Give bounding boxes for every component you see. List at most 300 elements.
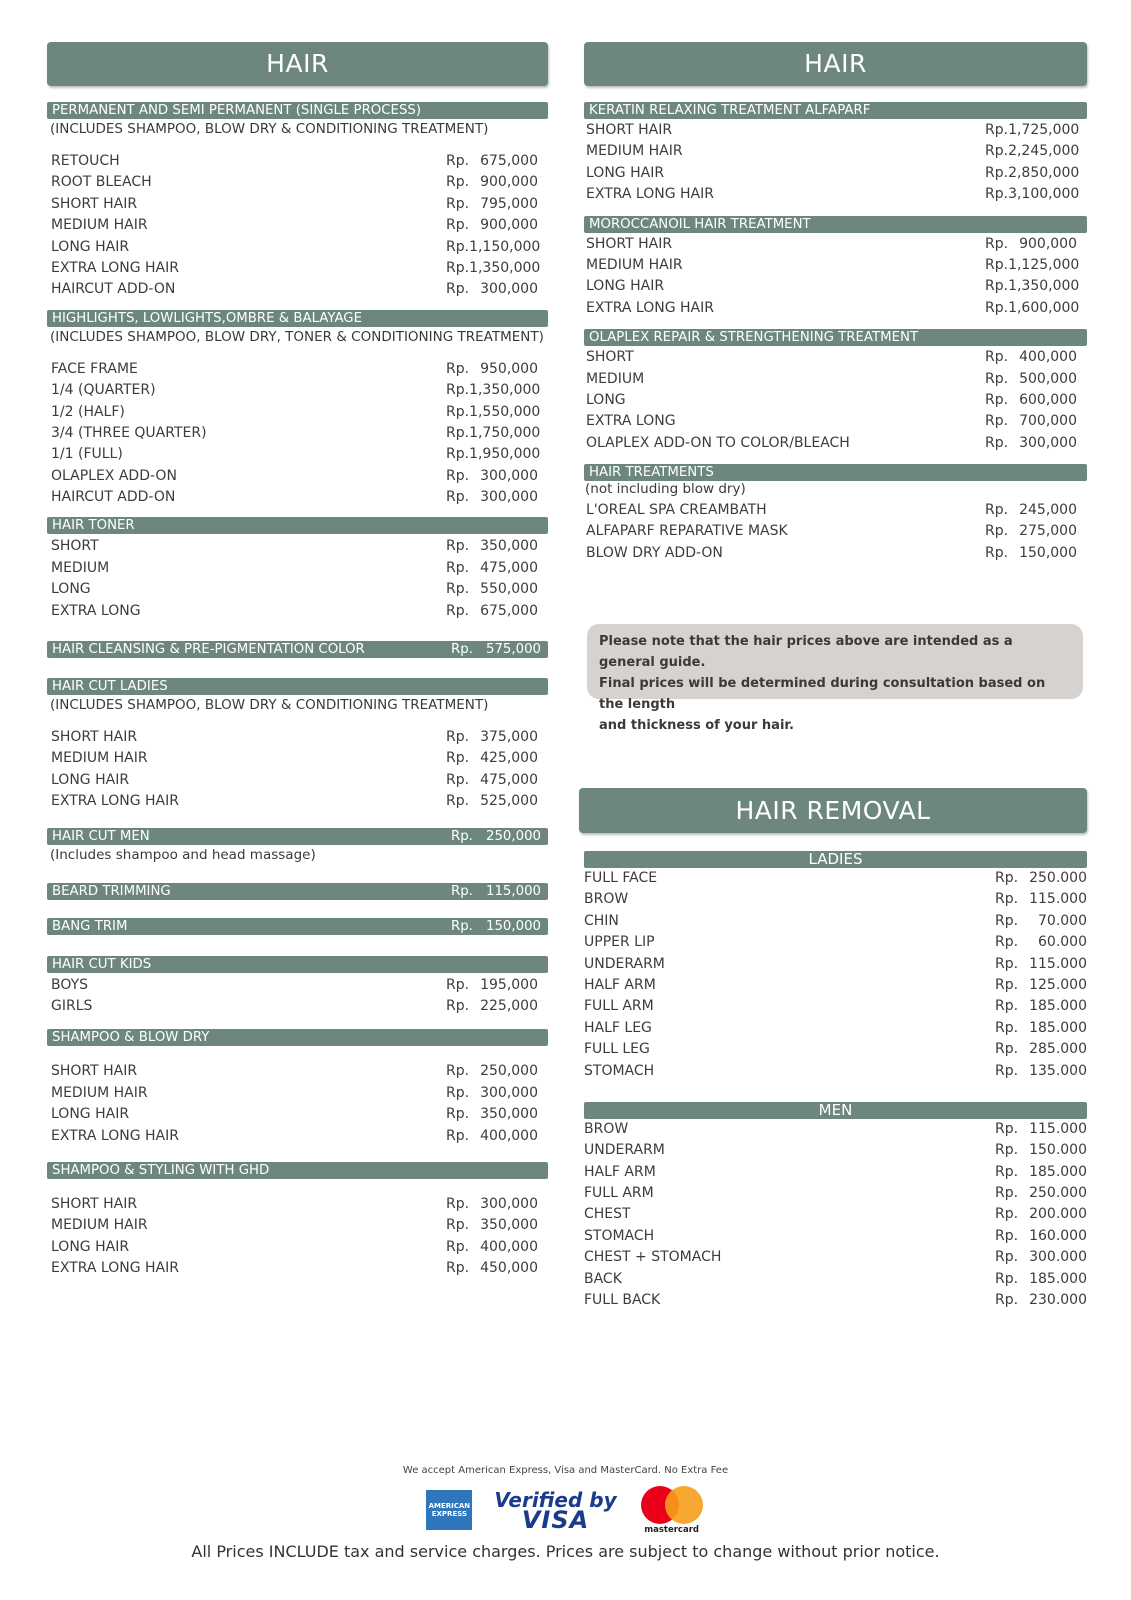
price-list xyxy=(584,120,1087,206)
amount: 225,000 xyxy=(480,997,538,1014)
currency: Rp. xyxy=(446,174,470,191)
service-name: EXTRA LONG HAIR xyxy=(586,186,714,203)
price-row xyxy=(584,932,1087,953)
service-price xyxy=(446,1061,538,1082)
service-name: SHORT HAIR xyxy=(51,195,138,212)
amount: 1,725,000 xyxy=(1008,122,1080,138)
service-name: HALF LEG xyxy=(584,1019,652,1036)
service-name: CHIN xyxy=(584,912,619,929)
section-price xyxy=(451,828,543,845)
currency: Rp. xyxy=(995,934,1019,951)
service-name: CHEST + STOMACH xyxy=(584,1249,722,1266)
price-row xyxy=(47,1104,548,1125)
amount: 1,750,000 xyxy=(469,424,541,441)
amount: 3,100,000 xyxy=(1008,186,1080,203)
service-name: LONG HAIR xyxy=(586,278,665,295)
service-price xyxy=(985,163,1080,184)
price-row xyxy=(584,369,1087,390)
left-column xyxy=(47,42,548,1280)
price-row xyxy=(584,390,1087,411)
price-row xyxy=(584,1269,1087,1290)
service-price xyxy=(985,521,1077,542)
notice-line: and thickness of your hair. xyxy=(599,718,794,733)
price-row xyxy=(584,163,1087,184)
price-list xyxy=(47,151,548,301)
currency: Rp. xyxy=(985,143,1009,160)
price-list xyxy=(584,234,1087,320)
price-row xyxy=(584,234,1087,255)
service-price xyxy=(995,1140,1087,1161)
section-title xyxy=(584,464,1087,481)
service-name: LONG HAIR xyxy=(586,164,665,181)
service-price xyxy=(985,390,1077,411)
service-name: LONG HAIR xyxy=(51,1106,130,1123)
amount: 675,000 xyxy=(480,153,538,169)
price-row xyxy=(584,433,1087,454)
amount: 115,000 xyxy=(486,883,541,899)
service-price xyxy=(446,727,538,748)
section-beard xyxy=(47,883,548,900)
currency: Rp. xyxy=(995,998,1019,1015)
price-list xyxy=(47,1194,548,1280)
service-name: HALF ARM xyxy=(584,976,656,993)
service-price xyxy=(995,868,1087,889)
amount: 185.000 xyxy=(1029,1019,1087,1036)
amount: 200.000 xyxy=(1029,1206,1087,1223)
price-row xyxy=(47,1126,548,1147)
price-row xyxy=(47,1237,548,1258)
service-name: BOYS xyxy=(51,976,89,993)
section-note: (not including blow dry) xyxy=(585,481,746,498)
amount: 795,000 xyxy=(480,195,538,212)
section-title xyxy=(47,517,548,534)
amount: 550,000 xyxy=(480,581,538,598)
service-price xyxy=(446,172,538,193)
price-row xyxy=(584,347,1087,368)
section-note: (Includes shampoo and head massage) xyxy=(50,846,316,863)
price-guide-notice xyxy=(587,624,1083,733)
currency: Rp. xyxy=(985,502,1009,519)
price-list xyxy=(47,975,548,1018)
price-row xyxy=(47,151,548,172)
currency: Rp. xyxy=(446,1127,470,1144)
currency: Rp. xyxy=(985,278,1009,295)
ladies-title xyxy=(584,851,1087,868)
notice-line: Final prices will be determined during consultation based on the length xyxy=(599,676,1046,712)
section-bang xyxy=(47,918,548,935)
price-row xyxy=(584,1119,1087,1140)
price-row xyxy=(584,911,1087,932)
price-row xyxy=(47,558,548,579)
service-price xyxy=(985,120,1080,141)
amex-logo-text: AMERICAN EXPRESS xyxy=(428,1502,471,1518)
price-row xyxy=(47,380,548,401)
service-name: ALFAPARF REPARATIVE MASK xyxy=(586,523,788,540)
section-title xyxy=(47,310,548,327)
currency: Rp. xyxy=(446,1238,470,1255)
service-price xyxy=(446,996,538,1017)
service-price xyxy=(985,411,1077,432)
amount: 900,000 xyxy=(480,174,538,191)
verified-by-visa-logo-icon xyxy=(494,1488,617,1534)
section-title xyxy=(584,329,1087,346)
price-row xyxy=(47,194,548,215)
currency: Rp. xyxy=(446,360,470,377)
amount: 250,000 xyxy=(486,828,541,844)
price-row xyxy=(584,1140,1087,1161)
service-price xyxy=(995,932,1087,953)
men-title-text: MEN xyxy=(818,1101,853,1119)
service-name: CHEST xyxy=(584,1206,631,1223)
currency: Rp. xyxy=(985,434,1009,451)
service-price xyxy=(995,975,1087,996)
service-price xyxy=(446,975,538,996)
currency: Rp. xyxy=(985,299,1009,316)
amount: 900,000 xyxy=(480,217,538,234)
service-name: GIRLS xyxy=(51,997,93,1014)
amount: 195,000 xyxy=(480,976,538,993)
price-row xyxy=(47,172,548,193)
section-keratin xyxy=(584,102,1087,206)
section-highlights xyxy=(47,310,548,509)
service-price xyxy=(985,234,1077,255)
service-price xyxy=(446,1194,538,1215)
amount: 135.000 xyxy=(1029,1062,1087,1079)
currency: Rp. xyxy=(451,642,473,658)
price-row xyxy=(584,954,1087,975)
service-price xyxy=(446,487,538,508)
amount: 675,000 xyxy=(480,602,538,619)
currency: Rp. xyxy=(985,122,1009,138)
service-name: LONG HAIR xyxy=(51,771,130,788)
price-row xyxy=(47,748,548,769)
amount: 300,000 xyxy=(1019,434,1077,451)
section-treatments xyxy=(584,464,1087,564)
section-note: (INCLUDES SHAMPOO, BLOW DRY, TONER & CONDITIONING TREATMENT) xyxy=(50,328,544,345)
section-title xyxy=(47,678,548,695)
service-name: UPPER LIP xyxy=(584,934,655,951)
price-row xyxy=(584,996,1087,1017)
section-title-text: HIGHLIGHTS, LOWLIGHTS,OMBRE & BALAYAGE xyxy=(52,310,363,326)
amount: 160.000 xyxy=(1029,1227,1087,1244)
amount: 700,000 xyxy=(1019,413,1077,430)
price-row xyxy=(584,1226,1087,1247)
ladies-title-text: LADIES xyxy=(808,851,863,868)
hair-removal-section xyxy=(584,851,1087,1311)
service-price xyxy=(446,748,538,769)
service-name: RETOUCH xyxy=(51,153,120,169)
price-row xyxy=(584,298,1087,319)
amount: 250.000 xyxy=(1029,870,1087,886)
price-row xyxy=(47,1215,548,1236)
service-price xyxy=(446,579,538,600)
currency: Rp. xyxy=(446,976,470,993)
price-row xyxy=(584,889,1087,910)
price-row xyxy=(47,975,548,996)
section-title-text: HAIR CLEANSING & PRE-PIGMENTATION COLOR xyxy=(52,642,365,658)
service-name: SHORT xyxy=(586,349,634,366)
amount: 250.000 xyxy=(1029,1185,1087,1202)
currency: Rp. xyxy=(985,413,1009,430)
service-name: 1/1 (FULL) xyxy=(51,446,123,463)
service-price xyxy=(446,444,541,465)
service-name: FULL LEG xyxy=(584,1041,650,1058)
section-note: (INCLUDES SHAMPOO, BLOW DRY & CONDITIONING TREATMENT) xyxy=(50,697,489,714)
amount: 350,000 xyxy=(480,538,538,555)
amount: 250,000 xyxy=(480,1063,538,1080)
service-name: BROW xyxy=(584,891,629,908)
amount: 300.000 xyxy=(1029,1249,1087,1266)
service-name: SHORT HAIR xyxy=(51,729,138,746)
section-title xyxy=(584,216,1087,233)
mastercard-text: mastercard xyxy=(644,1525,699,1535)
right-column xyxy=(584,42,1087,564)
service-price xyxy=(446,258,541,279)
amount: 600,000 xyxy=(1019,391,1077,408)
amount: 150.000 xyxy=(1029,1142,1087,1159)
hair-header-left: HAIR xyxy=(47,42,548,86)
hair-removal-header: HAIR REMOVAL xyxy=(579,788,1087,833)
currency: Rp. xyxy=(446,1106,470,1123)
section-title-text: HAIR TREATMENTS xyxy=(589,465,714,481)
service-price xyxy=(995,996,1087,1017)
section-haircut-ladies xyxy=(47,678,548,813)
currency: Rp. xyxy=(995,1120,1019,1137)
price-row xyxy=(47,601,548,622)
price-row xyxy=(584,500,1087,521)
currency: Rp. xyxy=(446,997,470,1014)
section-blowdry xyxy=(47,1029,548,1147)
price-row xyxy=(584,255,1087,276)
currency: Rp. xyxy=(451,918,473,934)
currency: Rp. xyxy=(446,602,470,619)
amount: 1,150,000 xyxy=(469,238,541,255)
currency: Rp. xyxy=(985,256,1009,273)
service-price xyxy=(985,141,1080,162)
service-name: L'OREAL SPA CREAMBATH xyxy=(586,502,767,519)
price-row xyxy=(47,402,548,423)
price-disclaimer: All Prices INCLUDE tax and service charges. Prices are subject to change without prior notice. xyxy=(191,1542,940,1561)
service-price xyxy=(446,1126,538,1147)
currency: Rp. xyxy=(995,1163,1019,1180)
service-price xyxy=(446,423,541,444)
vbv-line2: VISA xyxy=(521,1506,590,1534)
price-list xyxy=(47,359,548,509)
amount: 185.000 xyxy=(1029,1163,1087,1180)
amount: 300,000 xyxy=(480,489,538,506)
service-price xyxy=(446,536,538,557)
service-price xyxy=(446,194,538,215)
amount: 475,000 xyxy=(480,771,538,788)
amount: 115.000 xyxy=(1029,891,1087,908)
service-name: MEDIUM HAIR xyxy=(51,1084,148,1101)
service-price xyxy=(995,1119,1087,1140)
price-row xyxy=(584,1290,1087,1311)
amount: 400,000 xyxy=(480,1127,538,1144)
service-name: MEDIUM HAIR xyxy=(586,256,683,273)
price-row xyxy=(584,1061,1087,1082)
amount: 525,000 xyxy=(480,793,538,810)
service-name: LONG xyxy=(51,581,91,598)
service-price xyxy=(985,184,1080,205)
currency: Rp. xyxy=(985,186,1009,203)
price-row xyxy=(47,770,548,791)
currency: Rp. xyxy=(446,467,470,484)
currency: Rp. xyxy=(985,523,1009,540)
amount: 70.000 xyxy=(1038,912,1087,929)
service-price xyxy=(446,359,538,380)
service-name: LONG HAIR xyxy=(51,238,130,255)
section-cleansing xyxy=(47,641,548,658)
amex-logo-icon xyxy=(426,1490,472,1530)
price-list xyxy=(584,347,1087,454)
service-price xyxy=(446,237,541,258)
currency: Rp. xyxy=(995,1249,1019,1266)
price-row xyxy=(47,487,548,508)
amount: 500,000 xyxy=(1019,370,1077,387)
service-price xyxy=(446,215,538,236)
amount: 300,000 xyxy=(480,1084,538,1101)
amount: 400,000 xyxy=(480,1238,538,1255)
section-permanent xyxy=(47,102,548,301)
service-price xyxy=(446,1258,538,1279)
price-row xyxy=(47,359,548,380)
amount: 300,000 xyxy=(480,1195,538,1212)
amount: 425,000 xyxy=(480,750,538,767)
service-name: EXTRA LONG HAIR xyxy=(51,259,179,276)
service-price xyxy=(446,791,538,812)
amount: 185.000 xyxy=(1029,998,1087,1015)
service-price xyxy=(995,1183,1087,1204)
currency: Rp. xyxy=(446,1260,470,1277)
currency: Rp. xyxy=(446,559,470,576)
currency: Rp. xyxy=(446,581,470,598)
currency: Rp. xyxy=(446,281,470,298)
amount: 475,000 xyxy=(480,559,538,576)
service-name: FULL BACK xyxy=(584,1292,661,1309)
currency: Rp. xyxy=(446,1084,470,1101)
section-title xyxy=(47,828,548,845)
service-name: EXTRA LONG xyxy=(51,602,141,619)
price-list xyxy=(47,727,548,813)
section-haircut-men xyxy=(47,828,548,866)
section-title xyxy=(47,102,548,119)
service-price xyxy=(995,1204,1087,1225)
section-price xyxy=(451,641,543,658)
currency: Rp. xyxy=(995,1041,1019,1058)
price-row xyxy=(47,727,548,748)
service-name: FULL FACE xyxy=(584,870,658,886)
service-price xyxy=(995,1039,1087,1060)
amount: 575,000 xyxy=(486,642,541,658)
price-row xyxy=(47,279,548,300)
amount: 300,000 xyxy=(480,467,538,484)
service-name: EXTRA LONG HAIR xyxy=(51,1260,179,1277)
price-row xyxy=(47,215,548,236)
service-price xyxy=(995,911,1087,932)
currency: Rp. xyxy=(995,1270,1019,1287)
price-row xyxy=(47,536,548,557)
service-price xyxy=(985,543,1077,564)
currency: Rp. xyxy=(995,870,1019,886)
amount: 1,350,000 xyxy=(1008,278,1080,295)
service-price xyxy=(446,279,538,300)
service-name: SHORT HAIR xyxy=(586,122,673,138)
amount: 1,125,000 xyxy=(1008,256,1080,273)
price-row xyxy=(584,1039,1087,1060)
amount: 1,950,000 xyxy=(469,446,541,463)
currency: Rp. xyxy=(446,771,470,788)
currency: Rp. xyxy=(446,238,470,255)
price-row xyxy=(584,543,1087,564)
men-price-list xyxy=(584,1119,1087,1312)
section-moroccanoil xyxy=(584,216,1087,320)
price-row xyxy=(47,579,548,600)
amount: 400,000 xyxy=(1019,349,1077,366)
currency: Rp. xyxy=(995,1062,1019,1079)
currency: Rp. xyxy=(995,912,1019,929)
service-name: LONG xyxy=(586,391,626,408)
mastercard-orange-circle xyxy=(665,1486,703,1524)
price-row xyxy=(47,1061,548,1082)
service-name: BLOW DRY ADD-ON xyxy=(586,544,723,561)
service-price xyxy=(995,1290,1087,1311)
amount: 350,000 xyxy=(480,1106,538,1123)
service-price xyxy=(446,380,541,401)
price-row xyxy=(47,1083,548,1104)
service-name: BROW xyxy=(584,1120,629,1137)
price-row xyxy=(584,521,1087,542)
service-price xyxy=(446,1237,538,1258)
amount: 115.000 xyxy=(1029,955,1087,972)
section-title-text: OLAPLEX REPAIR & STRENGTHENING TREATMENT xyxy=(589,330,919,346)
service-price xyxy=(985,347,1077,368)
currency: Rp. xyxy=(446,750,470,767)
currency: Rp. xyxy=(446,403,470,420)
amount: 285.000 xyxy=(1029,1041,1087,1058)
price-row xyxy=(584,1204,1087,1225)
currency: Rp. xyxy=(446,259,470,276)
service-name: 1/4 (QUARTER) xyxy=(51,382,156,399)
vbv-line1: Verified by xyxy=(494,1488,617,1512)
notice-line: Please note that the hair prices above are intended as a general guide. xyxy=(599,634,1013,670)
currency: Rp. xyxy=(995,1185,1019,1202)
amount: 2,850,000 xyxy=(1008,164,1080,181)
price-row xyxy=(584,184,1087,205)
service-price xyxy=(995,1269,1087,1290)
service-price xyxy=(995,889,1087,910)
service-price xyxy=(446,770,538,791)
section-title xyxy=(47,956,548,973)
payment-accept-text: We accept American Express, Visa and MasterCard. No Extra Fee xyxy=(402,1465,729,1476)
section-title-text: BEARD TRIMMING xyxy=(52,883,171,899)
service-name: STOMACH xyxy=(584,1062,655,1079)
service-name: EXTRA LONG HAIR xyxy=(586,299,714,316)
service-price xyxy=(446,601,538,622)
service-name: SHORT xyxy=(51,538,99,555)
service-name: HALF ARM xyxy=(584,1163,656,1180)
price-row xyxy=(47,237,548,258)
service-price xyxy=(985,298,1080,319)
service-name: UNDERARM xyxy=(584,955,665,972)
amount: 60.000 xyxy=(1038,934,1087,951)
price-row xyxy=(47,466,548,487)
service-name: MEDIUM xyxy=(586,370,645,387)
service-name: SHORT HAIR xyxy=(51,1195,138,1212)
section-title-text: HAIR CUT MEN xyxy=(52,828,150,844)
amount: 350,000 xyxy=(480,1217,538,1234)
section-haircut-kids xyxy=(47,956,548,1018)
